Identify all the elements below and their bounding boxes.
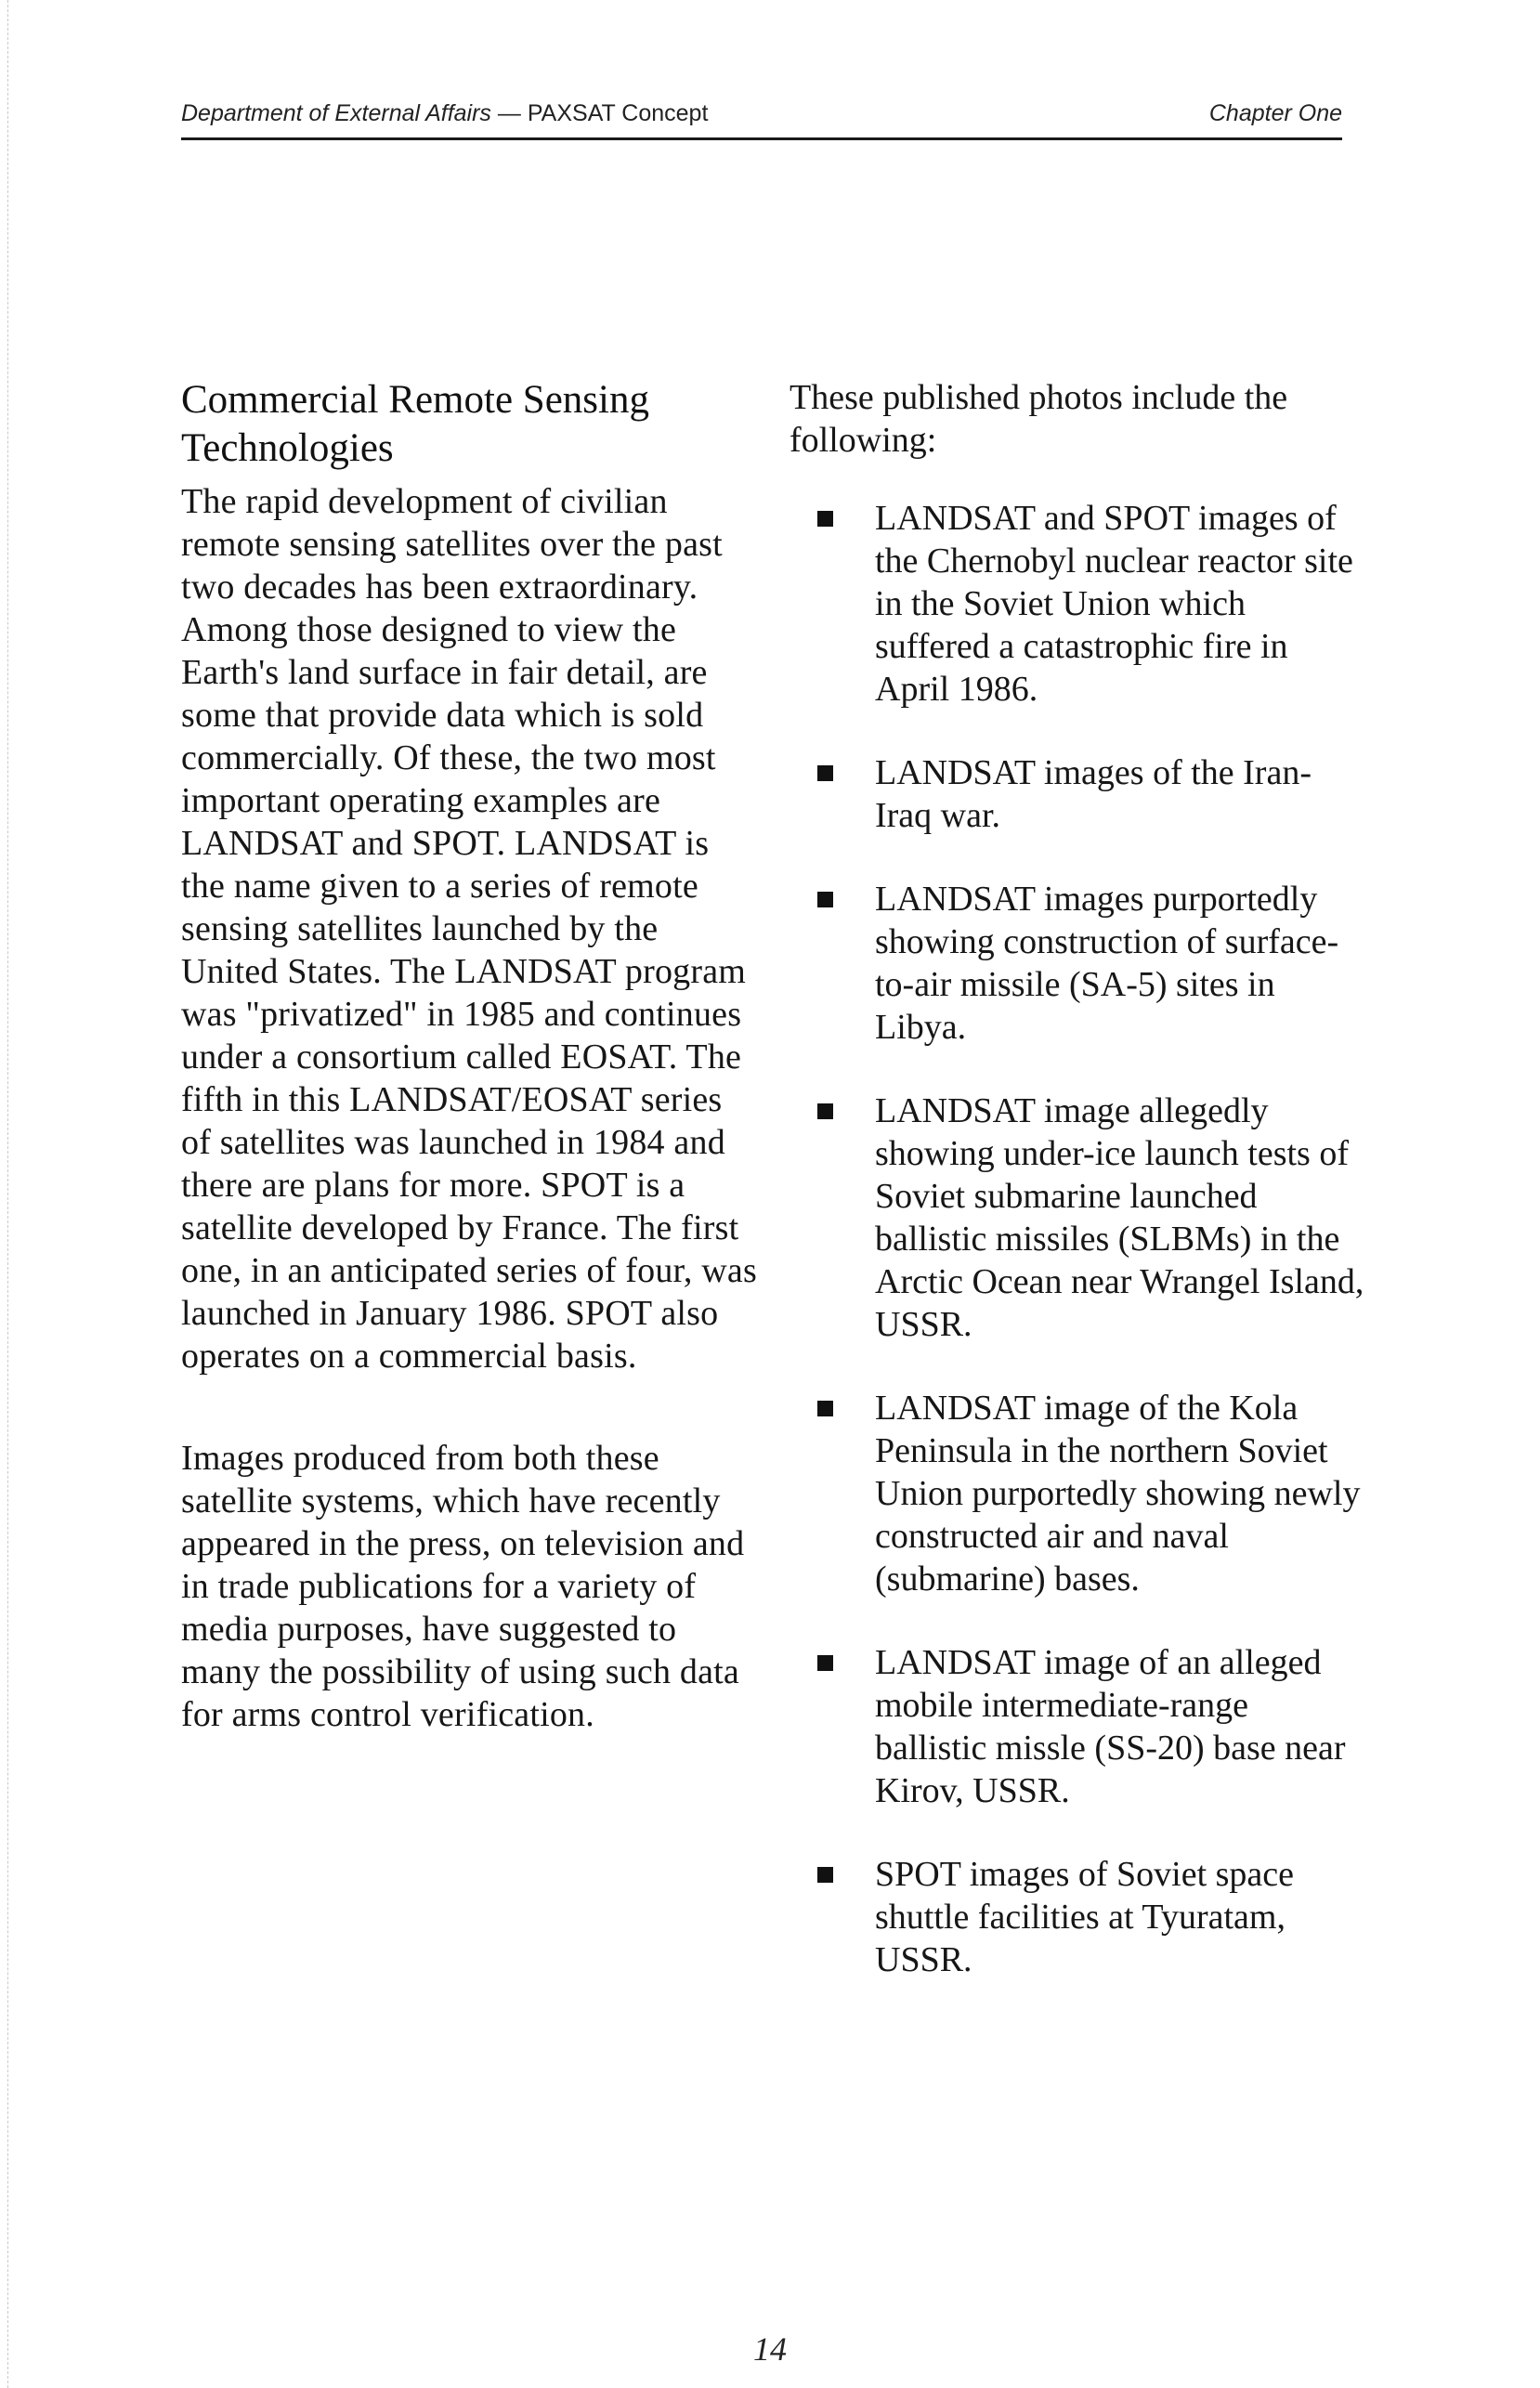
list-item	[790, 497, 1365, 711]
list-item	[790, 1641, 1365, 1812]
body-paragraph-1: The rapid development of civilian remote sensing satellites over the past two decades has been extraordinary. Among those designed to view the Earth's land surface in fair detail, are some that provide data which is sold commercially. Of these, the two most important operating examples are LANDSAT and SPOT. LANDSAT is the name given to a series of remote sensing satellites launched by the United States. The LANDSAT program was "privatized" in 1985 and continues under a consortium called EOSAT. The fifth in this LANDSAT/EOSAT series of satellites was launched in 1984 and there are plans for more. SPOT is a satellite developed by France. The first one, in an anticipated series of four, was launched in January 1986. SPOT also operates on a commercial basis.	[181, 482, 757, 1376]
square-bullet-icon	[817, 1103, 833, 1119]
list-intro: These published photos include the following:	[790, 378, 1288, 460]
header-chapter: Chapter One	[1208, 100, 1342, 126]
body-paragraph-2: Images produced from both these satellite systems, which have recently appeared in the press, on television and in trade publications for a variety of media purposes, have suggested to many the possibility of using such data for arms control verification.	[181, 1439, 745, 1734]
paragraph-gap	[181, 1377, 757, 1437]
header-document-title: PAXSAT Concept	[527, 100, 709, 126]
list-item-text: LANDSAT images of the Iran-Iraq war.	[875, 753, 1312, 835]
list-item	[790, 751, 1365, 837]
list-item	[790, 1090, 1365, 1346]
list-item	[790, 1853, 1365, 1981]
section-title: Commercial Remote Sensing Technologies	[181, 378, 649, 470]
list-item-text: LANDSAT image of an alleged mobile intermediate-range ballistic missle (SS-20) base near Kirov, USSR.	[875, 1643, 1346, 1810]
right-column	[790, 376, 1365, 2022]
bullet-list	[790, 497, 1365, 1981]
square-bullet-icon	[817, 511, 833, 527]
square-bullet-icon	[817, 1867, 833, 1883]
header-left	[181, 100, 708, 127]
header-separator: —	[490, 100, 528, 126]
square-bullet-icon	[817, 765, 833, 781]
square-bullet-icon	[817, 1655, 833, 1671]
list-item-text: LANDSAT image allegedly showing under-ice launch tests of Soviet submarine launched ballistic missiles (SLBMs) in the Arctic Ocean near Wrangel Island, USSR.	[875, 1091, 1364, 1344]
page-number: 14	[753, 2330, 787, 2368]
list-item-text: LANDSAT and SPOT images of the Chernobyl nuclear reactor site in the Soviet Union which suffered a catastrophic fire in April 1986.	[875, 499, 1353, 709]
header-department: Department of External Affairs	[181, 100, 491, 126]
square-bullet-icon	[817, 1401, 833, 1416]
list-item	[790, 1387, 1365, 1600]
list-item-text: LANDSAT image of the Kola Peninsula in the northern Soviet Union purportedly showing newly constructed air and naval (submarine) bases.	[875, 1389, 1361, 1599]
list-item-text: SPOT images of Soviet space shuttle facilities at Tyuratam, USSR.	[875, 1855, 1295, 1979]
header-rule	[181, 137, 1342, 140]
list-item-text: LANDSAT images purportedly showing construction of surface-to-air missile (SA-5) sites in Libya.	[875, 880, 1339, 1047]
running-header	[181, 100, 1342, 134]
list-item	[790, 878, 1365, 1049]
left-column	[181, 376, 757, 1736]
square-bullet-icon	[817, 892, 833, 907]
scan-edge-line	[7, 0, 8, 2388]
